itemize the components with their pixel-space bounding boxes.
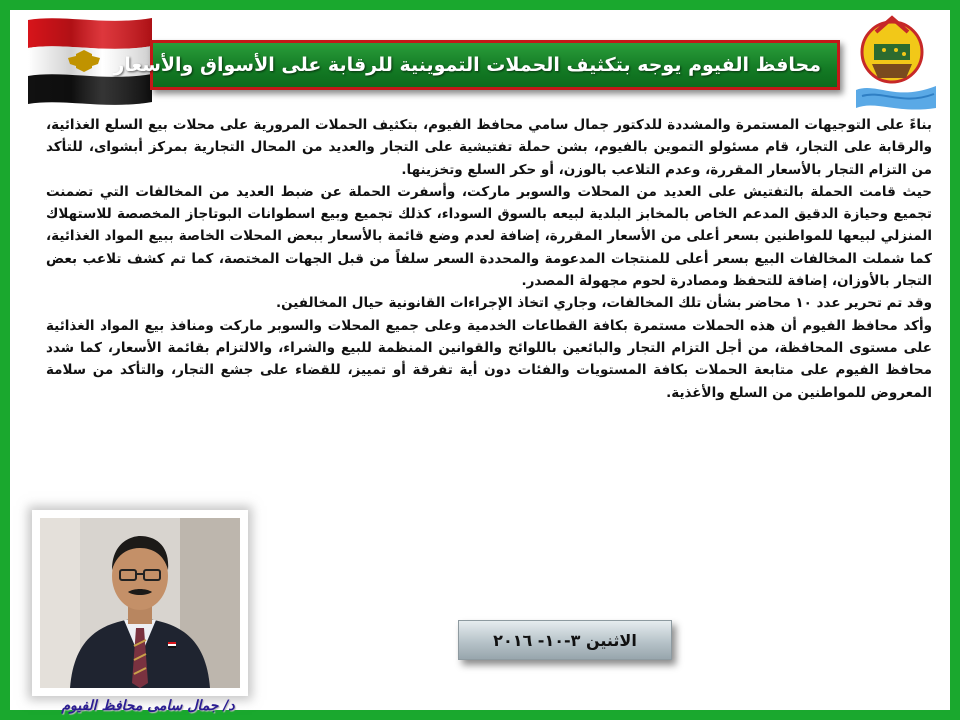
page-canvas	[10, 10, 950, 714]
portrait-caption: د/ جمال سامى محافظ الفيوم	[61, 698, 235, 714]
headline-banner	[113, 40, 840, 90]
portrait-frame	[32, 510, 248, 696]
headline-text: محافظ الفيوم يوجه بتكثيف الحملات التموينية للرقابة على الأسواق والأسعار	[113, 54, 821, 76]
article-body	[46, 114, 932, 404]
fayoum-governorate-logo-icon	[836, 12, 946, 112]
article-paragraph: بناءً على التوجيهات المستمرة والمشددة للدكتور جمال سامي محافظ الفيوم، بتكثيف الحملات المرورية على محلات بيع السلع الغذائية، والرقابة على التجار، قام مسئولو التموين بالفيوم، بشن حملة تفتيشية على التجار والعديد من المحال التجارية بمركز أبشواى، للتأكد من التزام التجار بالأسعار المقررة، وعدم التلاعب بالوزن، أو حكر السلع وتخزينها.	[46, 117, 932, 178]
governor-portrait-photo	[40, 518, 240, 688]
date-badge	[458, 620, 672, 660]
article-paragraph: وأكد محافظ الفيوم أن هذه الحملات مستمرة بكافة القطاعات الخدمية وعلى جميع المحلات والسوبر ماركت ومنافذ بيع المواد الغذائية على مستوى المحافظة، من أجل التزام التجار والبائعين باللوائح والقوانين المنظمة للبيع والشراء، والالتزام بقائمة الأسعار، كما شدد محافظ الفيوم على متابعة الحملات بكافة المستويات والفئات دون أية تفرقة أو تمييز، للقضاء على جشع التجار، والتأكد من سلامة المعروض للمواطنين من السلع والأغذية.	[46, 317, 932, 401]
date-text: الاثنين ٣-١٠- ٢٠١٦	[493, 630, 637, 650]
article-paragraph: حيث قامت الحملة بالتفتيش على العديد من المحلات والسوبر ماركت، وأسفرت الحملة عن ضبط العديد من المخالفات التي تضمنت تجميع وحيازة الدقيق المدعم الخاص بالمخابز البلدية لبيعه بالسوق السوداء، كذلك تجميع وبيع اسطوانات البوتاجاز المخصصة للاستهلاك المنزلي لبيعها للمواطنين بسعر أعلى من الأسعار المقررة، إضافة لعدم وضع قائمة بالأسعار ببعض المحلات الخاصة ببيع المواد الغذائية، كما شملت المخالفات البيع بسعر أعلى للمنتجات المدعومة والمحددة السعر سلفاً من قبل الجهات المختصة، كما تم كشف تلاعب بعض التجار بالأوزان، إضافة للتحفظ ومصادرة لحوم مجهولة المصدر.	[46, 183, 932, 290]
article-paragraph: وقد تم تحرير عدد ١٠ محاضر بشأن تلك المخالفات، وجاري اتخاذ الإجراءات القانونية حيال المخالفين.	[275, 295, 932, 312]
